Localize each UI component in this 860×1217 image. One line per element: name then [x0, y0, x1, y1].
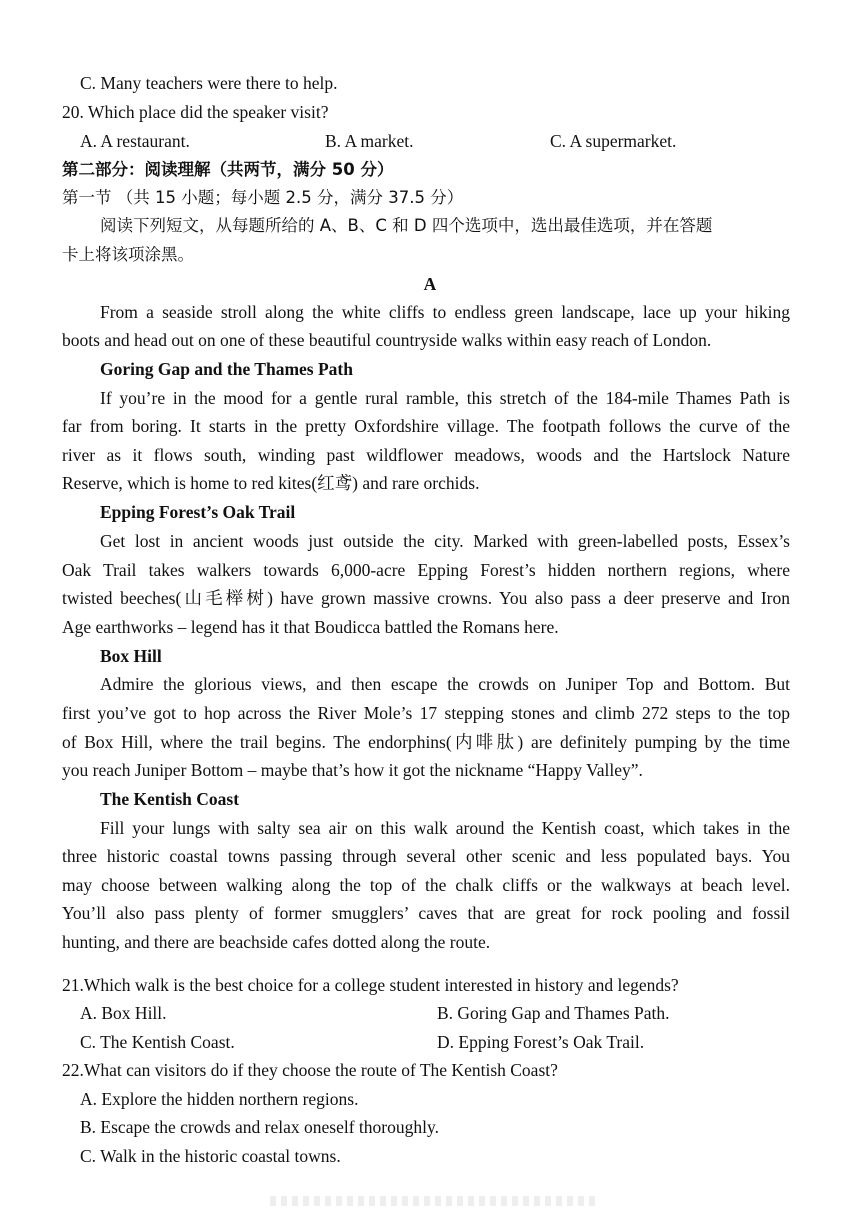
- section1-heading: 第一节 （共 15 小题；每小题 2.5 分，满分 37.5 分）: [62, 188, 464, 207]
- section-title-goring: Goring Gap and the Thames Path: [100, 359, 353, 379]
- kentish-line-2: three historic coastal towns passing through several other scenic and less populated bays. You: [62, 846, 790, 866]
- q21-option-c: C. The Kentish Coast.: [80, 1032, 235, 1052]
- q21-option-a: A. Box Hill.: [80, 1003, 167, 1023]
- q22-option-b: B. Escape the crowds and relax oneself thoroughly.: [80, 1117, 439, 1137]
- part2-heading: 第二部分：阅读理解（共两节，满分 50 分）: [62, 160, 394, 179]
- kentish-line-1: Fill your lungs with salty sea air on this walk around the Kentish coast, which takes in the: [100, 818, 790, 838]
- section-title-kentish: The Kentish Coast: [100, 789, 240, 809]
- q20-option-b: B. A market.: [325, 131, 414, 151]
- boxhill-line-3: of Box Hill, where the trail begins. The endorphins(内啡肽) are definitely pumping by the time: [62, 732, 790, 752]
- instruction-line-1: 阅读下列短文，从每题所给的 A、B、C 和 D 四个选项中，选出最佳选项，并在答题: [100, 216, 713, 235]
- q21-stem: 21.Which walk is the best choice for a college student interested in history and legends?: [62, 975, 679, 995]
- goring-line-3: river as it flows south, winding past wildflower meadows, woods and the Hartslock Nature: [62, 445, 790, 465]
- q21-option-b: B. Goring Gap and Thames Path.: [437, 1003, 670, 1023]
- q20-option-a: A. A restaurant.: [80, 131, 190, 151]
- q20-stem: 20. Which place did the speaker visit?: [62, 102, 329, 122]
- boxhill-line-2: first you’ve got to hop across the River Mole’s 17 stepping stones and climb 272 steps to the top: [62, 703, 790, 723]
- boxhill-line-1: Admire the glorious views, and then escape the crowds on Juniper Top and Bottom. But: [100, 674, 790, 694]
- epping-line-2: Oak Trail takes walkers towards 6,000-acre Epping Forest’s hidden northern regions, where: [62, 560, 790, 580]
- epping-line-4: Age earthworks – legend has it that Boudicca battled the Romans here.: [62, 617, 559, 637]
- passage-label: A: [423, 274, 437, 294]
- q20-option-c: C. A supermarket.: [550, 131, 677, 151]
- goring-line-4: Reserve, which is home to red kites(红鸢) and rare orchids.: [62, 473, 480, 493]
- section-title-epping: Epping Forest’s Oak Trail: [100, 502, 296, 522]
- kentish-line-3: may choose between walking along the top of the chalk cliffs or the walkways at beach level.: [62, 875, 790, 895]
- q22-stem: 22.What can visitors do if they choose the route of The Kentish Coast?: [62, 1060, 558, 1080]
- goring-line-2: far from boring. It starts in the pretty Oxfordshire village. The footpath follows the curve of the: [62, 416, 790, 436]
- q22-option-a: A. Explore the hidden northern regions.: [80, 1089, 359, 1109]
- kentish-line-4: You’ll also pass plenty of former smugglers’ caves that are great for rock pooling and fossil: [62, 903, 790, 923]
- faint-footer-mark: [270, 1196, 600, 1206]
- intro-line-1: From a seaside stroll along the white cliffs to endless green landscape, lace up your hiking: [100, 302, 790, 322]
- q19-option-c: C. Many teachers were there to help.: [80, 73, 338, 93]
- q22-option-c: C. Walk in the historic coastal towns.: [80, 1146, 341, 1166]
- boxhill-line-4: you reach Juniper Bottom – maybe that’s how it got the nickname “Happy Valley”.: [62, 760, 643, 780]
- kentish-line-5: hunting, and there are beachside cafes dotted along the route.: [62, 932, 491, 952]
- section-title-boxhill: Box Hill: [100, 646, 162, 666]
- intro-line-2: boots and head out on one of these beautiful countryside walks within easy reach of London.: [62, 330, 712, 350]
- q21-option-d: D. Epping Forest’s Oak Trail.: [437, 1032, 645, 1052]
- instruction-line-2: 卡上将该项涂黑。: [62, 245, 194, 264]
- epping-line-3: twisted beeches(山毛榉树) have grown massive crowns. You also pass a deer preserve and Iron: [62, 588, 790, 608]
- epping-line-1: Get lost in ancient woods just outside the city. Marked with green-labelled posts, Essex’s: [100, 531, 790, 551]
- goring-line-1: If you’re in the mood for a gentle rural ramble, this stretch of the 184-mile Thames Path is: [100, 388, 790, 408]
